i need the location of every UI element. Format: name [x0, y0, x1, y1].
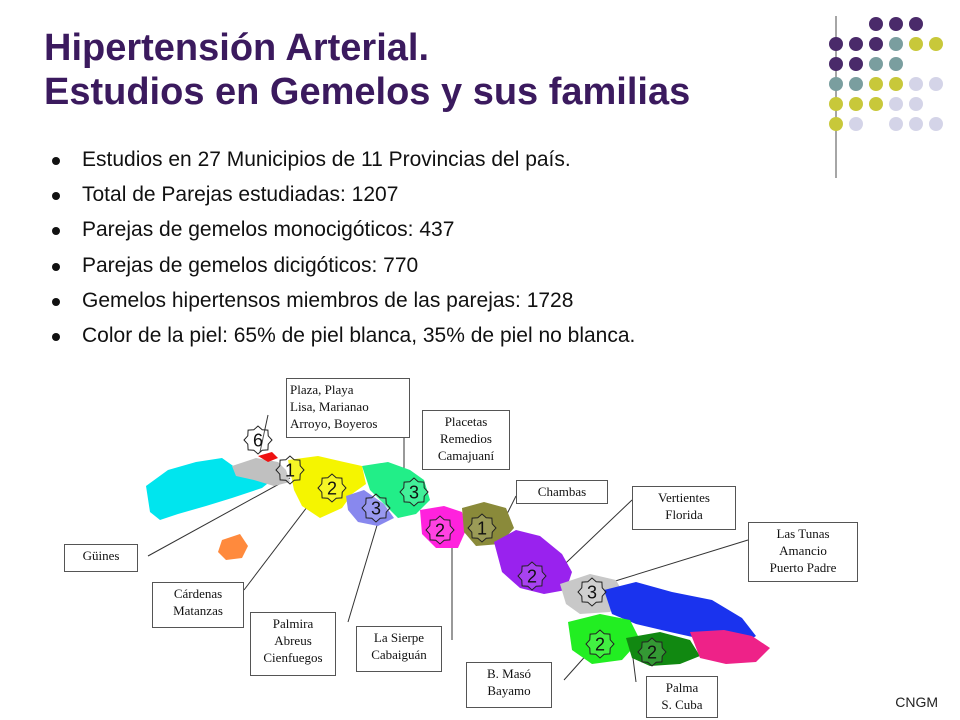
count-badge	[276, 456, 304, 484]
count-badge	[426, 516, 454, 544]
label-text: Cárdenas	[173, 586, 223, 601]
decorative-dot	[849, 37, 863, 51]
badge-number: 3	[586, 582, 598, 603]
bullet-item	[48, 218, 635, 242]
bullet-text: Total de Parejas estudiadas: 1207	[82, 183, 399, 207]
count-badge	[244, 426, 272, 454]
decorative-dot	[889, 57, 903, 71]
label-text: Las Tunas	[776, 526, 830, 541]
label-text: Arroyo, Boyeros	[290, 416, 378, 431]
badge-number: 2	[326, 478, 338, 499]
label-b-maso	[466, 662, 552, 708]
decorative-dot	[869, 77, 883, 91]
decorative-dot	[929, 77, 943, 91]
label-text: La Sierpe	[373, 630, 425, 645]
bullet-item	[48, 254, 635, 278]
decorative-dot	[909, 97, 923, 111]
bullet-text: Estudios en 27 Municipios de 11 Provincias del país.	[82, 148, 571, 171]
decorative-dot	[869, 57, 883, 71]
label-text: Lisa, Marianao	[290, 399, 369, 414]
decorative-dot	[889, 117, 903, 131]
label-text: Placetas	[444, 414, 488, 429]
decorative-dot	[909, 37, 923, 51]
bullet-dot-icon	[52, 227, 60, 235]
badge-number: 2	[594, 634, 606, 655]
decorative-dot	[849, 97, 863, 111]
decorative-dot	[909, 17, 923, 31]
label-text: Matanzas	[173, 603, 223, 618]
label-text: Güines	[82, 548, 120, 563]
badge-number: 2	[434, 520, 446, 541]
decorative-dot	[889, 97, 903, 111]
label-text: Plaza, Playa	[290, 382, 354, 397]
bullet-dot-icon	[52, 298, 60, 306]
label-text: Vertientes	[658, 490, 710, 505]
label-text: Abreus	[274, 633, 312, 648]
bullet-list	[48, 148, 635, 359]
count-badge	[578, 578, 606, 606]
decorative-dot	[829, 117, 843, 131]
bullet-dot-icon	[52, 192, 60, 200]
count-badge	[400, 478, 428, 506]
decorative-dot	[929, 117, 943, 131]
decorative-dot	[869, 17, 883, 31]
province-guantanamo	[690, 630, 770, 664]
badge-number: 1	[476, 518, 488, 539]
count-badge	[518, 562, 546, 590]
decorative-dot	[869, 97, 883, 111]
decorative-dot	[909, 117, 923, 131]
count-badge	[318, 474, 346, 502]
decorative-dot	[889, 37, 903, 51]
label-chambas	[516, 480, 608, 504]
title-line-1: Hipertensión Arterial.	[44, 27, 430, 69]
label-text: Cabaiguán	[371, 647, 427, 662]
label-text: Puerto Padre	[769, 560, 837, 575]
badge-number: 6	[252, 430, 264, 451]
label-text: Camajuaní	[437, 448, 495, 463]
badge-number: 2	[646, 642, 658, 663]
bullet-text: Parejas de gemelos monocigóticos: 437	[82, 218, 455, 242]
label-text: Palma	[665, 680, 699, 695]
badge-number: 1	[284, 460, 296, 481]
bullet-dot-icon	[52, 263, 60, 271]
decorative-dot	[889, 77, 903, 91]
label-la-sierpe	[356, 626, 442, 672]
label-text: Chambas	[537, 484, 587, 499]
bullet-text: Gemelos hipertensos miembros de las parejas: 1728	[82, 288, 574, 312]
credit-text: CNGM	[895, 694, 938, 710]
decorative-dot	[889, 17, 903, 31]
label-palma	[646, 676, 718, 718]
label-text: Bayamo	[487, 683, 531, 698]
province-isla-juventud	[218, 534, 248, 560]
decorative-dot	[909, 77, 923, 91]
decorative-dot	[849, 77, 863, 91]
title-line-2: Estudios en Gemelos y sus familias	[44, 71, 691, 113]
bullet-item	[48, 289, 635, 313]
bullet-item	[48, 183, 635, 207]
label-palmira	[250, 612, 336, 676]
decorative-dot	[869, 37, 883, 51]
label-placetas	[422, 410, 510, 470]
label-text: Remedios	[440, 431, 492, 446]
bullet-text: Parejas de gemelos dicigóticos: 770	[82, 253, 419, 277]
label-las-tunas	[748, 522, 858, 582]
bullet-text: Color de la piel: 65% de piel blanca, 35% de piel no blanca.	[82, 323, 636, 347]
label-guines	[64, 544, 138, 572]
badge-number: 3	[408, 482, 420, 503]
decorative-dot	[849, 117, 863, 131]
bullet-item	[48, 324, 635, 348]
decorative-dot	[849, 57, 863, 71]
label-text: Cienfuegos	[263, 650, 323, 665]
label-cardenas	[152, 582, 244, 628]
count-badge	[638, 638, 666, 666]
bullet-dot-icon	[52, 157, 60, 165]
bullet-dot-icon	[52, 333, 60, 341]
label-text: B. Masó	[486, 666, 532, 681]
count-badge	[362, 494, 390, 522]
badge-number: 3	[370, 498, 382, 519]
label-text: S. Cuba	[661, 697, 703, 712]
label-plaza-playa	[286, 378, 410, 438]
badge-number: 2	[526, 566, 538, 587]
label-text: Amancio	[779, 543, 827, 558]
label-vertientes	[632, 486, 736, 530]
label-text: Palmira	[272, 616, 314, 631]
count-badge	[586, 630, 614, 658]
count-badge	[468, 514, 496, 542]
page-title	[44, 26, 844, 114]
bullet-item	[48, 148, 635, 172]
label-text: Florida	[665, 507, 703, 522]
decorative-dot	[929, 37, 943, 51]
